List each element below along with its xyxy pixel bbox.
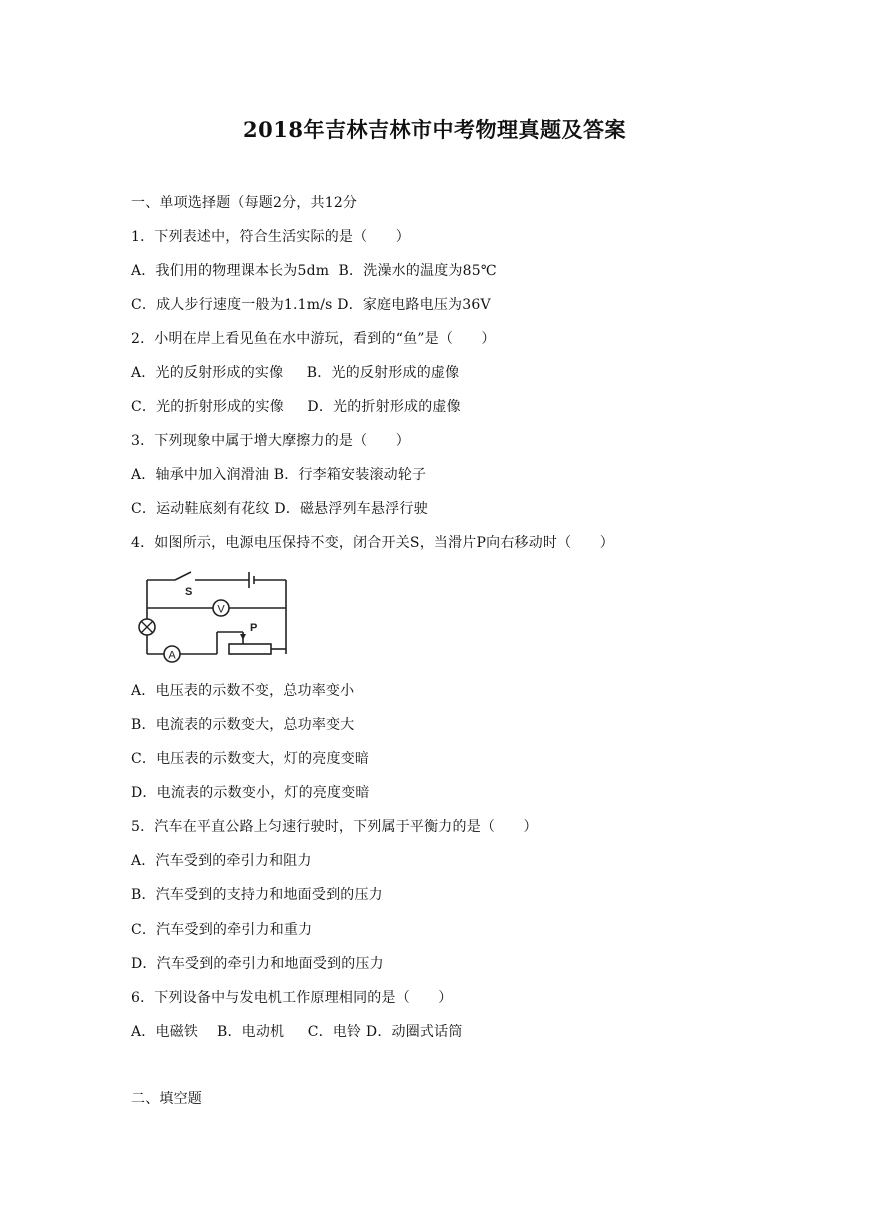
ammeter-label: A [168, 649, 176, 662]
section-1-header: 一、单项选择题（每题2分，共12分 [131, 195, 358, 211]
question-6-options-line-1: A．电磁铁 B．电动机 C．电铃 D．动圈式话筒 [131, 1024, 463, 1040]
question-5-options-line-3: C．汽车受到的牵引力和重力 [131, 922, 313, 938]
document-title: 2018年吉林吉林市中考物理真题及答案 [243, 117, 626, 142]
slider-arrow-icon [240, 634, 246, 640]
question-5-options-line-1: A．汽车受到的牵引力和阻力 [131, 853, 312, 869]
question-2-options-line-2: C．光的折射形成的实像 D．光的折射形成的虚像 [131, 399, 461, 415]
question-4-stem: 4．如图所示，电源电压保持不变，闭合开关S，当滑片P向右移动时（ ） [131, 535, 614, 551]
question-4-options-line-2: B．电流表的示数变大，总功率变大 [131, 717, 355, 733]
question-5-options-line-2: B．汽车受到的支持力和地面受到的压力 [131, 887, 383, 903]
question-4-options-line-1: A．电压表的示数不变，总功率变小 [131, 683, 355, 699]
slider-label: P [250, 622, 258, 634]
question-3-options-line-1: A．轴承中加入润滑油 B．行李箱安装滚动轮子 [131, 467, 427, 483]
circuit-diagram [131, 568, 296, 670]
lamp-symbol [139, 619, 155, 635]
section-2-header: 二、填空题 [131, 1091, 202, 1107]
question-6-stem: 6．下列设备中与发电机工作原理相同的是（ ） [131, 990, 453, 1006]
question-2-stem: 2．小明在岸上看见鱼在水中游玩，看到的“鱼”是（ ） [131, 331, 496, 347]
question-3-options-line-2: C．运动鞋底刻有花纹 D．磁悬浮列车悬浮行驶 [131, 501, 428, 517]
voltmeter-symbol [213, 600, 229, 616]
question-1-options-line-2: C．成人步行速度一般为1.1m/s D．家庭电路电压为36V [131, 297, 491, 313]
switch-label: S [185, 586, 193, 598]
question-2-options-line-1: A．光的反射形成的实像 B．光的反射形成的虚像 [131, 365, 460, 381]
question-1-stem: 1．下列表述中，符合生活实际的是（ ） [131, 229, 410, 245]
voltmeter-label: V [217, 603, 225, 616]
question-1-options-line-1: A．我们用的物理课本长为5dm B．洗澡水的温度为85℃ [131, 263, 497, 279]
question-4-options-line-4: D．电流表的示数变小，灯的亮度变暗 [131, 785, 370, 801]
question-4-options-line-3: C．电压表的示数变大，灯的亮度变暗 [131, 751, 370, 767]
question-3-stem: 3．下列现象中属于增大摩擦力的是（ ） [131, 433, 410, 449]
ammeter-symbol [164, 646, 180, 662]
question-5-options-line-4: D．汽车受到的牵引力和地面受到的压力 [131, 956, 384, 972]
question-5-stem: 5．汽车在平直公路上匀速行驶时，下列属于平衡力的是（ ） [131, 819, 538, 835]
